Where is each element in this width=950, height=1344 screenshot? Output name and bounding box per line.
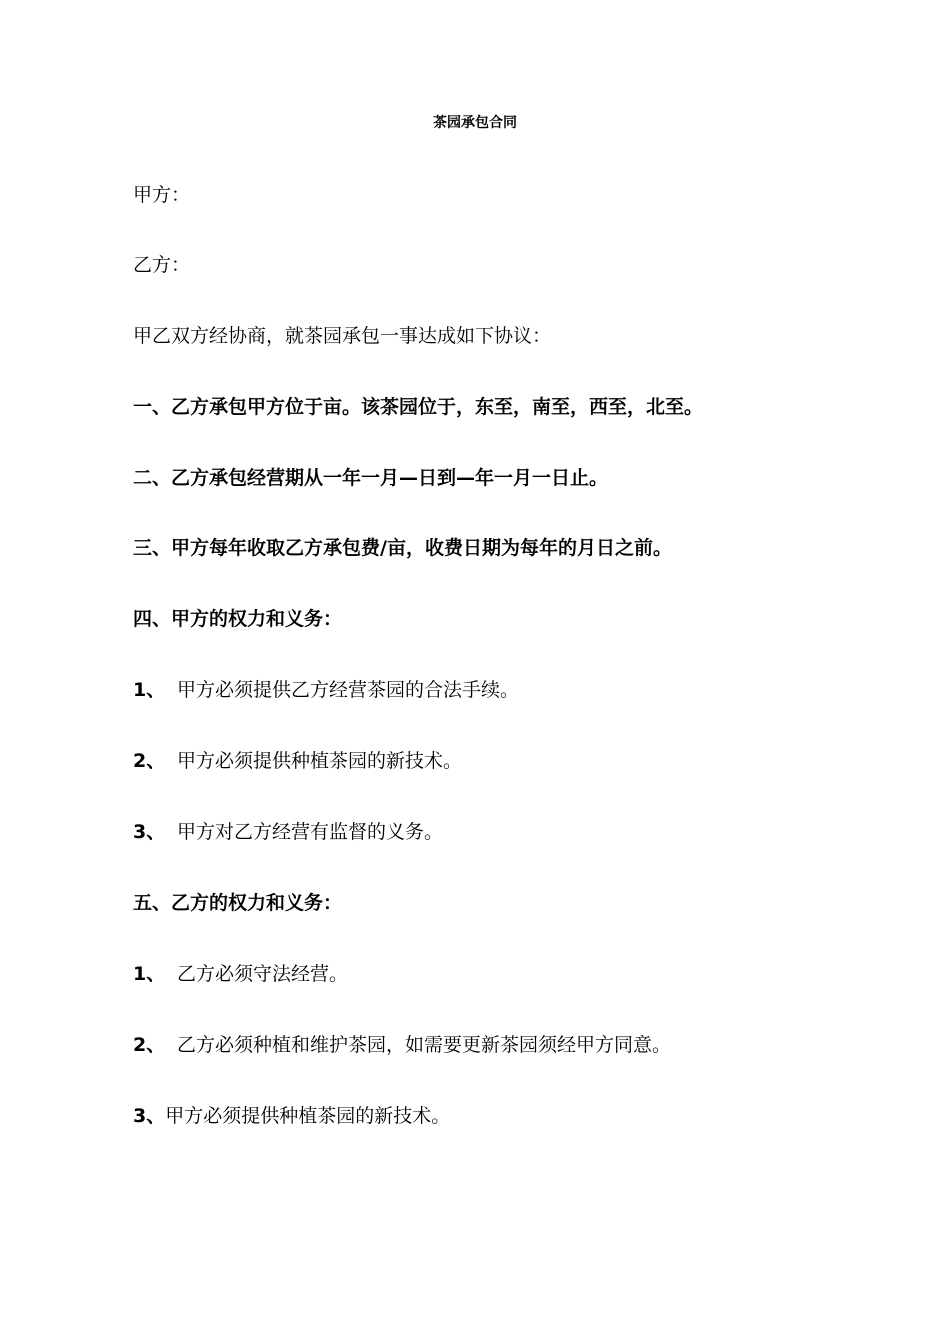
clause-4-item-2 <box>133 748 462 774</box>
item-number: 3、 <box>133 821 166 843</box>
item-text: 甲方必须提供乙方经营茶园的合法手续。 <box>177 679 520 701</box>
party-b-line: 乙方： <box>133 254 191 276</box>
party-a-line: 甲方： <box>133 184 191 206</box>
item-number: 2、 <box>133 750 166 772</box>
clause-1: 一、乙方承包甲方位于亩。该茶园位于，东至，南至，西至，北至。 <box>133 396 704 418</box>
clause-4-heading: 四、甲方的权力和义务： <box>133 608 343 630</box>
item-number: 1、 <box>133 963 166 985</box>
intro-paragraph: 甲乙双方经协商，就茶园承包一事达成如下协议： <box>133 325 552 347</box>
clause-2: 二、乙方承包经营期从一年一月—日到—年一月一日止。 <box>133 467 609 489</box>
clause-4-item-3 <box>133 819 443 845</box>
item-number: 3、 <box>133 1105 166 1127</box>
item-text: 甲方对乙方经营有监督的义务。 <box>177 821 444 843</box>
clause-4-item-1 <box>133 677 519 703</box>
item-text: 甲方必须提供种植茶园的新技术。 <box>165 1105 451 1127</box>
clause-3: 三、甲方每年收取乙方承包费/亩，收费日期为每年的月日之前。 <box>133 537 672 559</box>
item-text: 甲方必须提供种植茶园的新技术。 <box>177 750 463 772</box>
item-text: 乙方必须种植和维护茶园，如需要更新茶园须经甲方同意。 <box>177 1034 672 1056</box>
item-number: 2、 <box>133 1034 166 1056</box>
clause-5-item-2 <box>133 1032 671 1058</box>
document-title: 茶园承包合同 <box>433 115 517 131</box>
clause-5-item-1 <box>133 961 348 987</box>
clause-5-item-3 <box>133 1103 450 1129</box>
item-number: 1、 <box>133 679 166 701</box>
item-text: 乙方必须守法经营。 <box>177 963 349 985</box>
clause-5-heading: 五、乙方的权力和义务： <box>133 892 343 914</box>
